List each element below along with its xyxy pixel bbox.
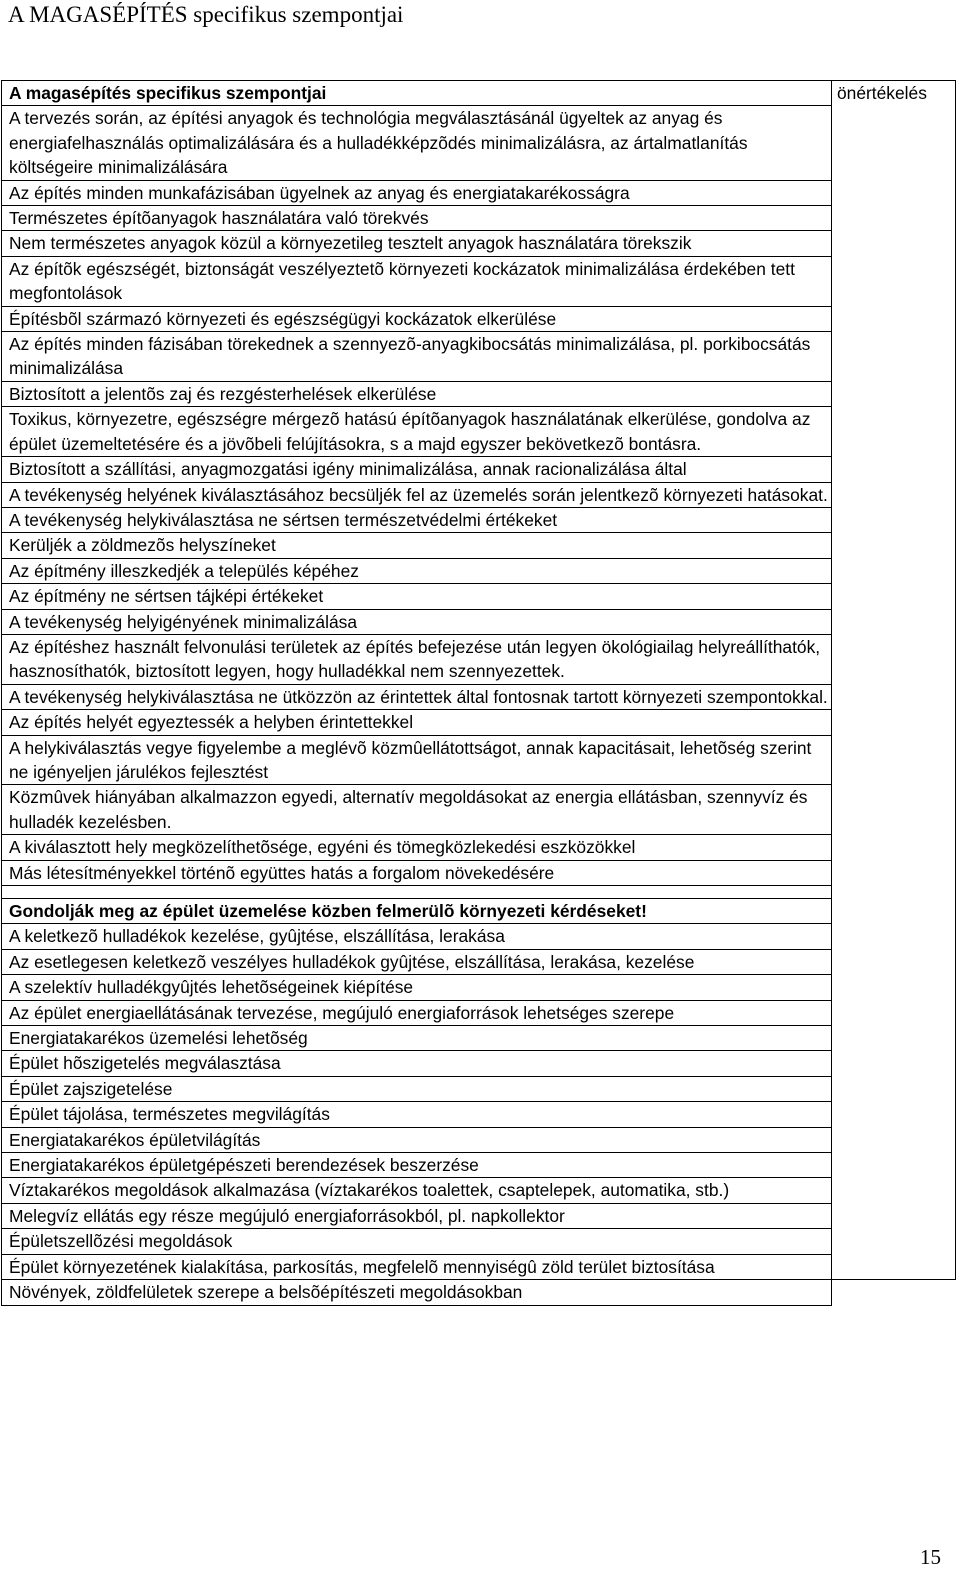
table-row	[2, 507, 956, 532]
table-row-text: A kiválasztott hely megközelíthetõsége, egyéni és tömegközlekedési eszközökkel	[2, 835, 832, 860]
table-row	[2, 860, 956, 885]
table-row-text: Épület környezetének kialakítása, parkosítás, megfelelõ mennyiségû zöld terület biztosítása	[2, 1254, 832, 1279]
table-row	[2, 949, 956, 974]
table-row	[2, 710, 956, 735]
table-row-text: Az építõk egészségét, biztonságát veszélyeztetõ környezeti kockázatok minimalizálása érdekében tett megfontolások	[2, 256, 832, 306]
table-row	[2, 180, 956, 205]
table-row-text: Növények, zöldfelületek szerepe a belsõépítészeti megoldásokban	[2, 1280, 832, 1305]
table-row-text: A tervezés során, az építési anyagok és technológia megválasztásánál ügyeltek az anyag és energiafelhasználás optimalizálására és a hulladékképzõdés minimalizálásra, az ártalmatlanítás költségeire minimalizálására	[2, 106, 832, 180]
table-row	[2, 558, 956, 583]
table-row-text: Az építmény ne sértsen tájképi értékeket	[2, 584, 832, 609]
table-row-text: Víztakarékos megoldások alkalmazása (víztakarékos toalettek, csaptelepek, automatika, stb.)	[2, 1178, 832, 1203]
table-row	[2, 1076, 956, 1101]
table-row	[2, 634, 956, 684]
table-row	[2, 381, 956, 406]
table-row	[2, 584, 956, 609]
table-row-text: Az építés minden fázisában törekednek a szennyezõ-anyagkibocsátás minimalizálása, pl. porkibocsátás minimalizálása	[2, 332, 832, 382]
table-row-text: Kerüljék a zöldmezõs helyszíneket	[2, 533, 832, 558]
table-row	[2, 835, 956, 860]
table-row-text: Épület tájolása, természetes megvilágítás	[2, 1102, 832, 1127]
page-number: 15	[920, 1545, 941, 1569]
table-row-text: Más létesítményekkel történõ együttes hatás a forgalom növekedésére	[2, 860, 832, 885]
table-row	[2, 256, 956, 306]
table-row	[2, 332, 956, 382]
table-row-text: A szelektív hulladékgyûjtés lehetõségeinek kiépítése	[2, 975, 832, 1000]
section-heading-row-text: Gondolják meg az épület üzemelése közben felmerülõ környezeti kérdéseket!	[2, 899, 832, 924]
table-header-title: A magasépítés specifikus szempontjai	[2, 81, 832, 106]
table-row	[2, 684, 956, 709]
table-row	[2, 924, 956, 949]
table-row	[2, 106, 956, 180]
checklist-table	[1, 80, 956, 1306]
table-row-text: A tevékenység helykiválasztása ne sértsen természetvédelmi értékeket	[2, 507, 832, 532]
table-row-text: Melegvíz ellátás egy része megújuló energiaforrásokból, pl. napkollektor	[2, 1203, 832, 1228]
section-gap-row-text	[2, 886, 832, 899]
table-row	[2, 407, 956, 457]
table-row-text: A keletkezõ hulladékok kezelése, gyûjtése, elszállítása, lerakása	[2, 924, 832, 949]
table-row	[2, 975, 956, 1000]
table-row-text: Épület zajszigetelése	[2, 1076, 832, 1101]
table-row-text: Építésbõl származó környezeti és egészségügyi kockázatok elkerülése	[2, 306, 832, 331]
table-row	[2, 1102, 956, 1127]
table-row	[2, 1000, 956, 1025]
table-row	[2, 482, 956, 507]
table-row	[2, 457, 956, 482]
table-row-text: Az építéshez használt felvonulási területek az építés befejezése után legyen ökológiailag helyreállíthatók, hasznosíthatók, biztosított legyen, hogy hulladékkal nem szennyezettek.	[2, 634, 832, 684]
page-title: A MAGASÉPÍTÉS specifikus szempontjai	[8, 2, 404, 27]
table-row-text: Toxikus, környezetre, egészségre mérgezõ hatású építõanyagok használatának elkerülése, gondolva az épület üzemeltetésére és a jövõbeli felújításokra, s a majd egyszer bekövetkezõ bontásra.	[2, 407, 832, 457]
self-assessment-column[interactable]: önértékelés	[832, 81, 956, 1280]
table-row-text: Energiatakarékos üzemelési lehetõség	[2, 1026, 832, 1051]
table-row-text: Energiatakarékos épületvilágítás	[2, 1127, 832, 1152]
table-row	[2, 533, 956, 558]
table-row-text: Az építés helyét egyeztessék a helyben érintettekkel	[2, 710, 832, 735]
table-row-text: A tevékenység helyének kiválasztásához becsüljék fel az üzemelés során jelentkezõ környezeti hatásokat.	[2, 482, 832, 507]
table-row	[2, 1051, 956, 1076]
table-row-text: Az épület energiaellátásának tervezése, megújuló energiaforrások lehetséges szerepe	[2, 1000, 832, 1025]
table-row-text: Épületszellõzési megoldások	[2, 1229, 832, 1254]
table-row	[2, 785, 956, 835]
table-row-text: Nem természetes anyagok közül a környezetileg tesztelt anyagok használatára törekszik	[2, 231, 832, 256]
table-row	[2, 1203, 956, 1228]
table-row	[2, 1229, 956, 1254]
section-gap-row	[2, 886, 956, 899]
table-row-text: Közmûvek hiányában alkalmazzon egyedi, alternatív megoldásokat az energia ellátásban, szennyvíz és hulladék kezelésben.	[2, 785, 832, 835]
table-row	[2, 1280, 956, 1305]
table-row-text: A tevékenység helykiválasztása ne ütközzön az érintettek által fontosnak tartott környezeti szempontokkal.	[2, 684, 832, 709]
table-row	[2, 1026, 956, 1051]
table-row	[2, 231, 956, 256]
table-row	[2, 1127, 956, 1152]
table-row-text: Energiatakarékos épületgépészeti berendezések beszerzése	[2, 1153, 832, 1178]
table-row-text: Biztosított a jelentõs zaj és rezgésterhelések elkerülése	[2, 381, 832, 406]
table-row-text: Természetes építõanyagok használatára való törekvés	[2, 206, 832, 231]
table-row	[2, 1178, 956, 1203]
table-row-text: Az építés minden munkafázisában ügyelnek az anyag és energiatakarékosságra	[2, 180, 832, 205]
table-row	[2, 1254, 956, 1279]
table-row-text: Biztosított a szállítási, anyagmozgatási igény minimalizálása, annak racionalizálása által	[2, 457, 832, 482]
table-row-text: A helykiválasztás vegye figyelembe a meglévõ közmûellátottságot, annak kapacitásait, lehetõség szerint ne igényeljen járulékos fejlesztést	[2, 735, 832, 785]
table-row	[2, 1153, 956, 1178]
section-heading-row	[2, 899, 956, 924]
table-row	[2, 306, 956, 331]
table-row-text: Az építmény illeszkedjék a település képéhez	[2, 558, 832, 583]
table-row-text: Az esetlegesen keletkezõ veszélyes hulladékok gyûjtése, elszállítása, lerakása, kezelése	[2, 949, 832, 974]
checklist-body	[2, 81, 956, 1306]
table-row-text: Épület hõszigetelés megválasztása	[2, 1051, 832, 1076]
table-row	[2, 735, 956, 785]
table-header-row	[2, 81, 956, 106]
table-row	[2, 206, 956, 231]
table-row	[2, 609, 956, 634]
table-row-text: A tevékenység helyigényének minimalizálása	[2, 609, 832, 634]
